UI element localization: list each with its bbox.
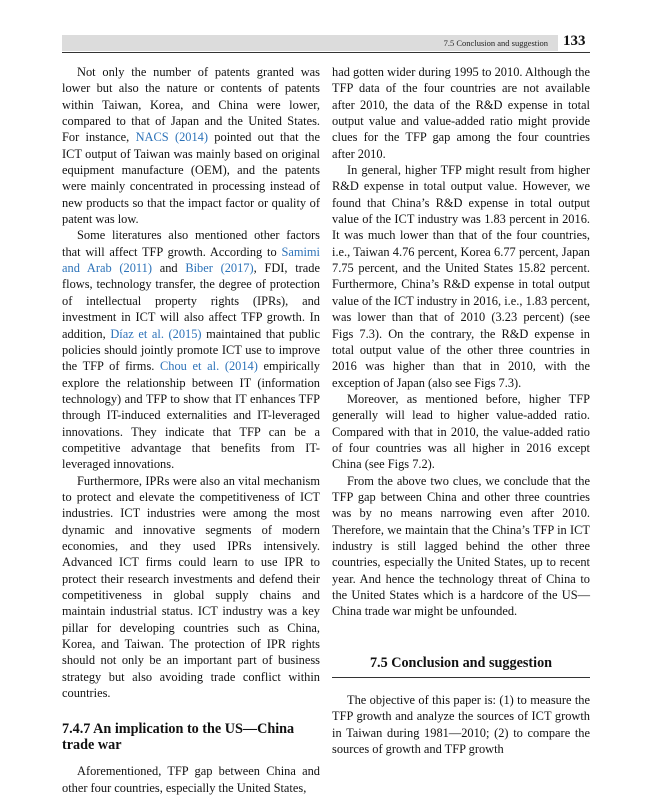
left-column: [62, 64, 320, 796]
citation-link[interactable]: Díaz et al. (2015): [110, 326, 202, 341]
paragraph: [62, 227, 320, 472]
paragraph: The objective of this paper is: (1) to measure the TFP growth and analyze the sources of ICT growth in Taiwan during 1981—2010; (2) to compare the sources of growth and TFP growth: [332, 693, 590, 757]
text: pointed out that the ICT output of Taiwan was mainly based on original equipment manufacture (OEM), and the patents were mainly concentrated in processing instead of new products so that the impact factor or quality of patent was low.: [62, 130, 321, 227]
paragraph: Moreover, as mentioned before, higher TFP generally will lead to higher value-added ratio. Compared with that in 2010, the value-added ratio of four countries was all higher in 2016 except China (see Figs 7.2).: [332, 391, 590, 472]
subsection-heading: 7.4.7 An implication to the US—China trade war: [62, 721, 295, 754]
text: Some literatures also mentioned other factors that will affect TFP growth. According to: [62, 228, 320, 259]
citation-link[interactable]: NACS (2014): [135, 130, 208, 145]
paragraph: In general, higher TFP might result from higher R&D expense in total output value. However, we found that China’s R&D expense in total output value of the ICT industry was 1.83 percent in 2016. It was much lower than that of the four countries, i.e., Taiwan 4.76 percent, Korea 6.77 percent, Japan 7.75 percent, and the United States 15.82 percent. Furthermore, China’s R&D expense in total output value of the ICT industry in 2016, i.e., 1.83 percent, was lower than that of 2010 (3.23 percent) (see Figs 7.3). On the contrary, the R&D expense in total output value of the other three countries in 2016 was higher than that in 2010, with the exception of Japan (also see Figs 7.3).: [332, 163, 590, 390]
citation-link[interactable]: Samimi and Arab (2011): [62, 244, 320, 276]
paragraph: had gotten wider during 1995 to 2010. Although the TFP data of the four countries are not available after 2010, the data of the R&D expense in total output value and value-added ratio might provide clues for the TFP gap among the four countries after 2010.: [332, 65, 590, 161]
citation-link[interactable]: Chou et al. (2014): [160, 359, 258, 374]
text: Not only the number of patents granted was lower but also the nature or contents of patents within Taiwan, Korea, and China were lower, compared to that of Japan and the United States. For instance,: [62, 65, 320, 145]
paragraph: Furthermore, IPRs were also an vital mechanism to protect and elevate the competitiveness of ICT industries. ICT industries were among the most dynamic and innovative segments of modern economies, and they used IPRs intensively. Advanced ICT firms could learn to use IPR to protect their research investments and defend their competitiveness in global supply chains and maintain industrial status. ICT industry was a key pillar for developing countries such as China, Korea, and Taiwan. The protection of IPR rights should not only be an important part of business strategy but also avoiding trade conflict within countries.: [62, 473, 320, 701]
paragraph: [62, 64, 320, 227]
running-header: [62, 35, 558, 51]
header-rule: [62, 52, 590, 53]
text: and: [152, 261, 186, 276]
text: maintained that public policies should jointly promote ICT use to improve the TFP of firms.: [62, 326, 320, 374]
paragraph: From the above two clues, we conclude that the TFP gap between China and other three countries was by no means narrowing even after 2010. Therefore, we maintain that the China’s TFP in ICT industry is still lagged behind the other three countries, especially the United States, up to recent year. And hence the technology threat of China to the United States which is a hardcore of the US—China trade war might be unfounded.: [332, 473, 590, 619]
right-column: [332, 64, 590, 757]
section-heading: 7.5 Conclusion and suggestion: [369, 654, 553, 671]
text: empirically explore the relationship between IT (information technology) and TFP to show that IT enhances TFP through IT-induced externalities and IT-leveraged innovations. They indicate that TFP can be a competitive advantage that benefits from IT-leveraged innovations.: [62, 359, 320, 472]
page-number: 133: [563, 33, 586, 49]
citation-link[interactable]: Biber (2017): [185, 261, 254, 276]
paragraph: Aforementioned, TFP gap between China and other four countries, especially the United States,: [62, 764, 320, 795]
section-heading-block: [332, 655, 590, 678]
text: , FDI, trade flows, technology transfer, the degree of protection of intellectual property rights (IPRs), and investment in ICT will also affect TFP growth. In addition,: [62, 261, 321, 341]
running-title: 7.5 Conclusion and suggestion: [443, 38, 548, 48]
